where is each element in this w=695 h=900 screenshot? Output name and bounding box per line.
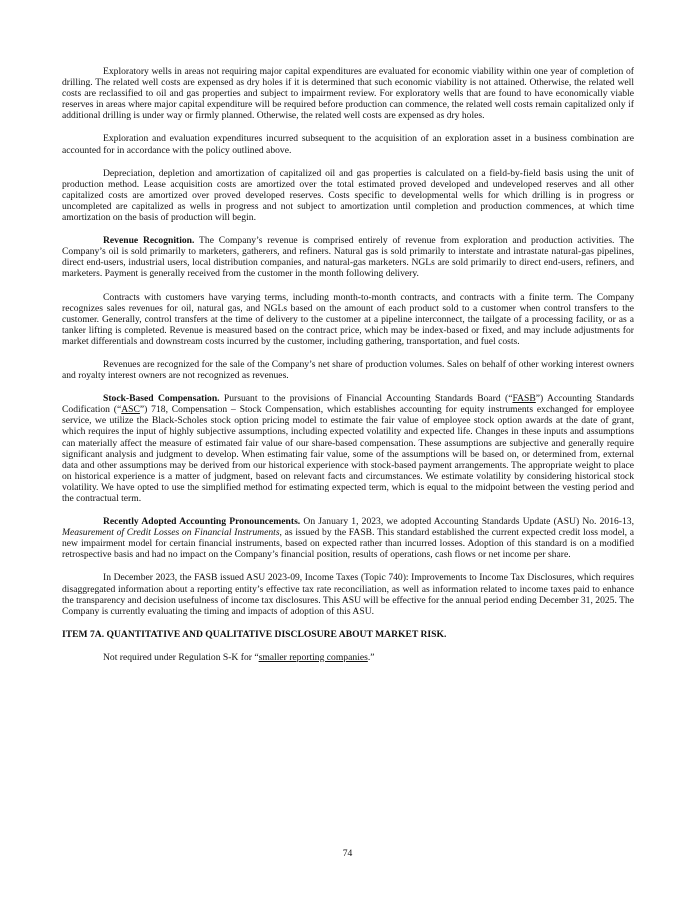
paragraph-revenue-recognition [62, 235, 634, 279]
paragraph-asu-2023-09: In December 2023, the FASB issued ASU 2023-09, Income Taxes (Topic 740): Improvements to Income Tax Disclosures, which requires disaggregated information about a reporting entity’s effective tax rate reconciliation, as well as information related to income taxes paid to enhance the transparency and decision usefulness of income tax disclosures. This ASU will be effective for the annual period ending December 31, 2025. The Company is currently evaluating the timing and impacts of adoption of this ASU. [62, 572, 635, 617]
paragraph-exploration-evaluation: Exploration and evaluation expenditures incurred subsequent to the acquisition of an exploration asset in a business combination are accounted for in accordance with the policy outlined above. [62, 133, 634, 156]
item-7a-text-b: .” [367, 651, 375, 663]
paragraph-recently-adopted [62, 516, 634, 560]
document-page [62, 66, 634, 675]
stock-text-b: ”) Accounting Standards Codification (“ [62, 393, 634, 416]
recently-adopted-heading: Recently Adopted Accounting Pronouncements. [103, 516, 301, 528]
smaller-reporting-companies-link[interactable]: smaller reporting companies [258, 651, 368, 663]
recent-text-b: , as issued by the FASB. This standard established the current expected credit loss model, a new impairment model for certain financial instruments, based on expected rather than incurred losses. Adoption of this standard is on a modified retrospective basis and had no impact on the Company’s financial position, results of operations, cash flows or net income per share. [62, 527, 634, 561]
recent-text-a: On January 1, 2023, we adopted Accounting Standards Update (ASU) No. 2016-13, [300, 516, 634, 528]
revenue-recognition-text: The Company’s revenue is comprised entirely of revenue from exploration and production activities. The Company’s oil is sold primarily to marketers, gatherers, and refiners. Natural gas is sold primarily to interstate and intrastate natural-gas pipelines, direct end-users, industrial users, local distribution companies, and natural-gas marketers. NGLs are sold primarily to direct end-users, refiners, and marketers. Payment is generally received from the customer in the month following delivery. [62, 235, 634, 280]
asc-abbreviation: ASC [121, 404, 140, 416]
stock-text-a: Pursuant to the provisions of Financial Accounting Standards Board (“ [219, 393, 513, 405]
paragraph-exploratory-wells: Exploratory wells in areas not requiring major capital expenditures are evaluated for economic viability within one year of completion of drilling. The related well costs are expensed as dry holes if it is determined that such economic viability is not attained. Otherwise, the related well costs are reclassified to oil and gas properties and subject to impairment review. For exploratory wells that are found to have economically viable reserves in areas where major capital expenditure will be required before production can commence, the related well costs remain capitalized only if additional drilling is under way or firmly planned. Otherwise, the related well costs are expensed as dry holes. [62, 66, 634, 122]
paragraph-stock-based-compensation [62, 393, 634, 504]
page-number: 74 [342, 848, 353, 859]
recent-italic-title: Measurement of Credit Losses on Financial Instruments [62, 527, 280, 539]
paragraph-depreciation: Depreciation, depletion and amortization of capitalized oil and gas properties is calculated on a field-by-field basis using the unit of production method. Lease acquisition costs are amortized over the total estimated proved developed and undeveloped reserves and all other capitalized costs are amortized over proved developed reserves. Costs specific to developmental wells for which drilling is in progress or uncompleted are capitalized as wells in progress and not subject to amortization until completion and production commences, at which time amortization on the basis of production will begin. [62, 167, 634, 224]
revenue-recognition-heading: Revenue Recognition. [103, 235, 195, 247]
stock-based-compensation-heading: Stock-Based Compensation. [103, 393, 220, 405]
fasb-abbreviation: FASB [512, 393, 536, 405]
item-7a-text-a: Not required under Regulation S-K for “ [103, 651, 259, 663]
item-7a-heading: ITEM 7A. QUANTITATIVE AND QUALITATIVE DISCLOSURE ABOUT MARKET RISK. [62, 628, 447, 640]
paragraph-item-7a [62, 652, 634, 663]
stock-text-c: ”) 718, Compensation – Stock Compensation, which establishes accounting for equity instruments exchanged for employee service, we utilize the Black-Scholes stock option pricing model to estimate the fair value of employee stock option awards at the date of grant, which requires the input of highly subjective assumptions, including expected volatility and expected life. Changes in these inputs and assumptions can materially affect the measure of estimated fair value of our share-based compensation. These assumptions are subjective and generally require significant analysis and judgment to develop. When estimating fair value, some of the assumptions will be based on, or determined from, external data and other assumptions may be derived from our historical experience with stock-based payment arrangements. The appropriate weight to place on historical experience is a matter of judgment, based on relevant facts and circumstances. We estimate volatility by considering historical stock volatility. We have opted to use the simplified method for estimating expected term, which is equal to the midpoint between the vesting period and the contractual term. [62, 404, 634, 504]
paragraph-contracts: Contracts with customers have varying terms, including month-to-month contracts, and contracts with a finite term. The Company recognizes sales revenues for oil, natural gas, and NGLs based on the amount of each product sold to a customer when control transfers to the customer. Generally, control transfers at the time of delivery to the customer at a pipeline interconnect, the tailgate of a processing facility, or as a tanker lifting is completed. Revenue is measured based on the contract price, which may be index-based or fixed, and may include adjustments for market differentials and downstream costs incurred by the customer, including gathering, transportation, and fuel costs. [62, 291, 634, 347]
paragraph-revenues-recognized: Revenues are recognized for the sale of the Company’s net share of production volumes. Sales on behalf of other working interest owners and royalty interest owners are not recognized as revenues. [62, 358, 634, 382]
